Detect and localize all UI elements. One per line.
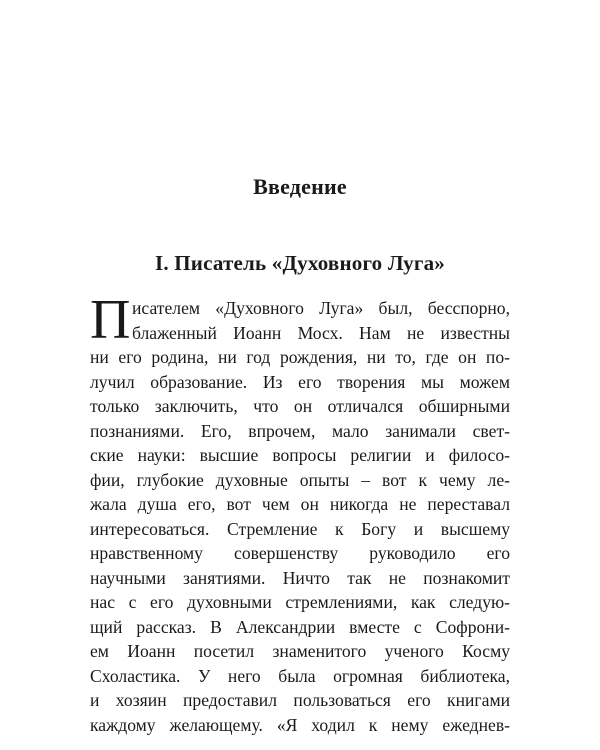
section-title: I. Писатель «Духовного Луга»	[154, 251, 445, 275]
text-line: ни его родина, ни год рождения, ни то, где он по-	[90, 347, 510, 367]
text-line: Схоластика. У него была огромная библиотека,	[90, 665, 510, 686]
drop-cap-letter: П	[90, 289, 131, 351]
text-line: научными занятиями. Ничто так не познакомит	[90, 567, 510, 588]
text-line: щий рассказ. В Александрии вместе с Софрони-	[90, 616, 510, 637]
body-paragraph	[90, 289, 510, 737]
text-line: и хозяин предоставил пользоваться его книгами	[90, 690, 510, 710]
text-line: каждому желающему. «Я ходил к нему ежеднев-	[90, 714, 510, 735]
text-line: блаженный Иоанн Мосх. Нам не известны	[132, 322, 510, 343]
text-line: ские науки: высшие вопросы религии и филосо-	[90, 445, 510, 465]
text-line: фии, глубокие духовные опыты – вот к чему ле-	[90, 469, 510, 490]
text-line: исателем «Духовного Луга» был, бесспорно,	[132, 298, 510, 318]
text-line: нас с его духовными стремлениями, как следую-	[90, 592, 510, 612]
text-line: познаниями. Его, впрочем, мало занимали свет-	[90, 420, 510, 441]
text-line: только заключить, что он отличался обширными	[90, 396, 510, 416]
chapter-title: Введение	[253, 174, 347, 199]
text-line: лучил образование. Из его творения мы можем	[90, 371, 510, 392]
text-line: интересоваться. Стремление к Богу и высшему	[90, 518, 510, 539]
text-line: нравственному совершенству руководило его	[90, 543, 510, 563]
text-line: жала душа его, вот чем он никогда не переставал	[90, 494, 510, 514]
text-line: ем Иоанн посетил знаменитого ученого Косму	[90, 641, 510, 661]
